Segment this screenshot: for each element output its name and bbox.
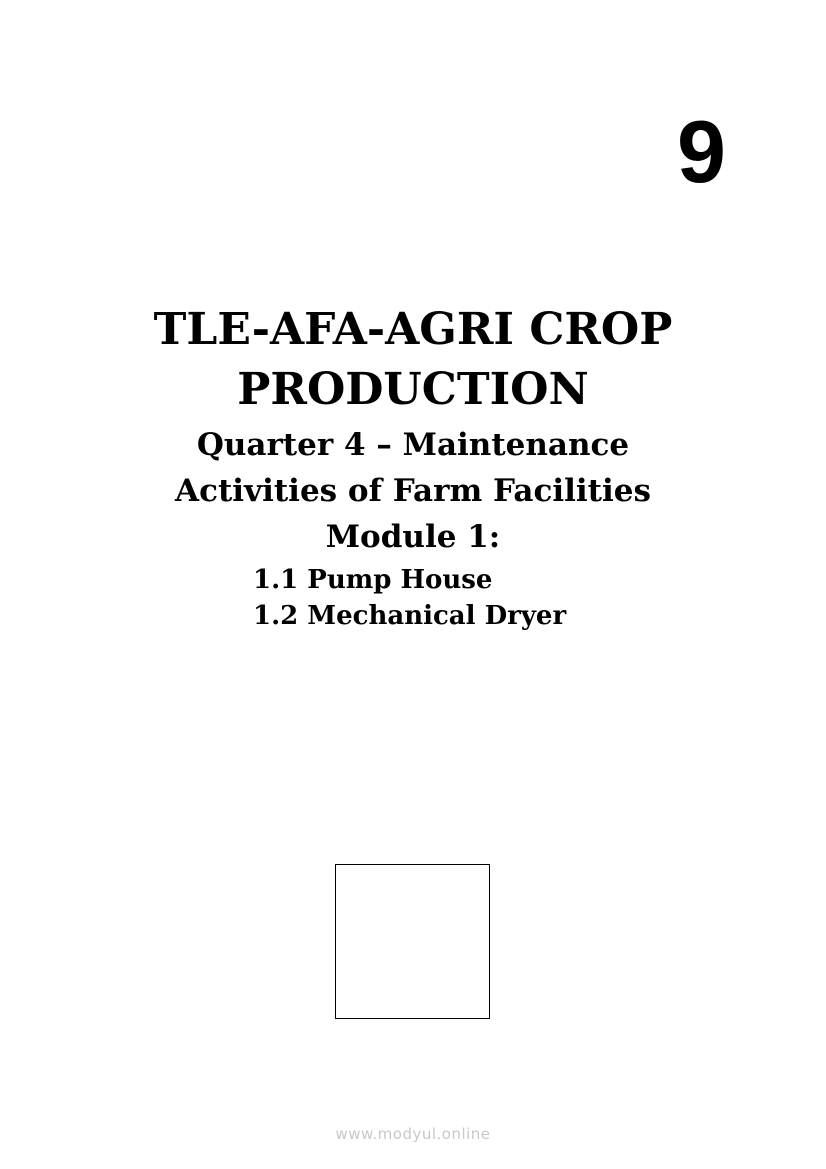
quarter-subtitle (0, 422, 826, 514)
topic-item-pump-house: 1.1 Pump House (253, 565, 493, 595)
module-label: Module 1: (325, 519, 501, 555)
title-block (0, 300, 826, 560)
quarter-line-1: Quarter 4 – Maintenance (196, 427, 630, 463)
title-line-1: TLE-AFA-AGRI CROP (153, 304, 673, 355)
cover-image-placeholder (335, 864, 490, 1019)
main-title (0, 300, 826, 420)
topic-list (253, 562, 566, 634)
quarter-line-2: Activities of Farm Facilities (175, 473, 651, 509)
title-line-2: PRODUCTION (237, 364, 589, 415)
topic-item-mechanical-dryer: 1.2 Mechanical Dryer (253, 601, 567, 631)
watermark: www.modyul.online (335, 1125, 491, 1143)
grade-number: 9 (677, 102, 726, 201)
